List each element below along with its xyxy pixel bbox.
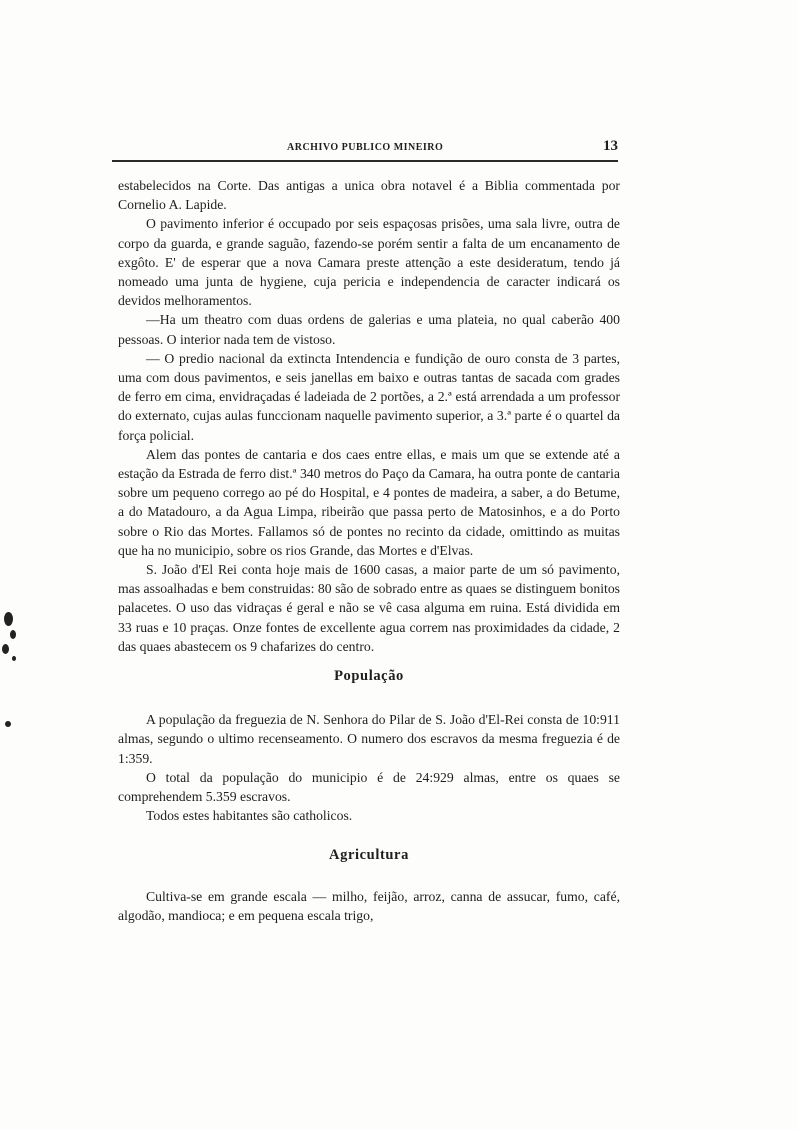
paragraph: O total da população do municipio é de 24:929 almas, entre os quaes se comprehendem 5.359 escravos. xyxy=(118,769,620,805)
header-rule xyxy=(112,160,618,162)
margin-specks xyxy=(0,600,30,740)
running-head xyxy=(112,138,618,160)
body-text xyxy=(118,176,620,925)
paragraph: S. João d'El Rei conta hoje mais de 1600 casas, a maior parte de um só pavimento, mas assoalhadas e bem construidas: 80 são de sobrado entre as quaes se distinguem bonitos palacetes. O uso das vidraças é geral e não se vê casa alguma em ruina. Está dividida em 33 ruas e 10 praças. Onze fontes de excellente agua correm nas proximidades da cidade, 2 das quaes abastecem os 9 chafarizes do centro. xyxy=(118,562,620,654)
paragraph: O pavimento inferior é occupado por seis espaçosas prisões, uma sala livre, outra de corpo da guarda, e grande saguão, fazendo-se porém sentir a falta de um encanamento de exgôto. E' de esperar que a nova Camara preste attenção a este desideratum, tendo já nomeado uma junta de hygiene, cuja pericia e independencia de caracter indicará os devidos melhoramentos. xyxy=(118,216,620,309)
paragraph: A população da freguezia de N. Senhora do Pilar de S. João d'El-Rei consta de 10:911 almas, segundo o ultimo recenseamento. O numero dos escravos da mesma freguezia é de 1:359. xyxy=(118,712,620,766)
page-number: 13 xyxy=(603,138,618,154)
paragraph: Cultiva-se em grande escala — milho, feijão, arroz, canna de assucar, fumo, café, algodão, mandioca; e em pequena escala trigo, xyxy=(118,888,620,923)
paragraph: Alem das pontes de cantaria e dos caes entre ellas, e mais um que se extende até a estação da Estrada de ferro dist.ª 340 metros do Paço da Camara, ha outra ponte de cantaria sobre um pequeno corrego ao pé do Hospital, e 4 pontes de madeira, a saber, a do Betume, a do Matadouro, a da Agua Limpa, ribeirão que passa perto de Matosinhos, e a do Porto sobre o Rio das Mortes. Fallamos só de pontes no recinto da cidade, omittindo as muitas que ha no municipio, sobre os rios Grande, das Mortes e d'Elvas. xyxy=(118,446,620,558)
paragraph: Todos estes habitantes são catholicos. xyxy=(146,808,353,824)
running-head-title: ARCHIVO PUBLICO MINEIRO xyxy=(287,142,444,153)
paragraph: — O predio nacional da extincta Intendencia e fundição de ouro consta de 3 partes, uma com dous pavimentos, e seis janellas em baixo e outras tantas de sacada com grades de ferro em cima, envidraçadas é ladeiada de 2 portões, a 2.ª está arrendada a um professor do externato, cujas aulas funccionam naquelle pavimento superior, a 3.ª parte é o quartel da força policial. xyxy=(118,350,620,443)
section-heading-agricultura: Agricultura xyxy=(329,846,409,863)
section-heading-populacao: População xyxy=(334,668,404,685)
paragraph: —Ha um theatro com duas ordens de galerias e uma plateia, no qual caberão 400 pessoas. O interior nada tem de vistoso. xyxy=(118,312,620,347)
paragraph: estabelecidos na Corte. Das antigas a unica obra notavel é a Biblia commentada por Cornelio A. Lapide. xyxy=(118,178,620,213)
